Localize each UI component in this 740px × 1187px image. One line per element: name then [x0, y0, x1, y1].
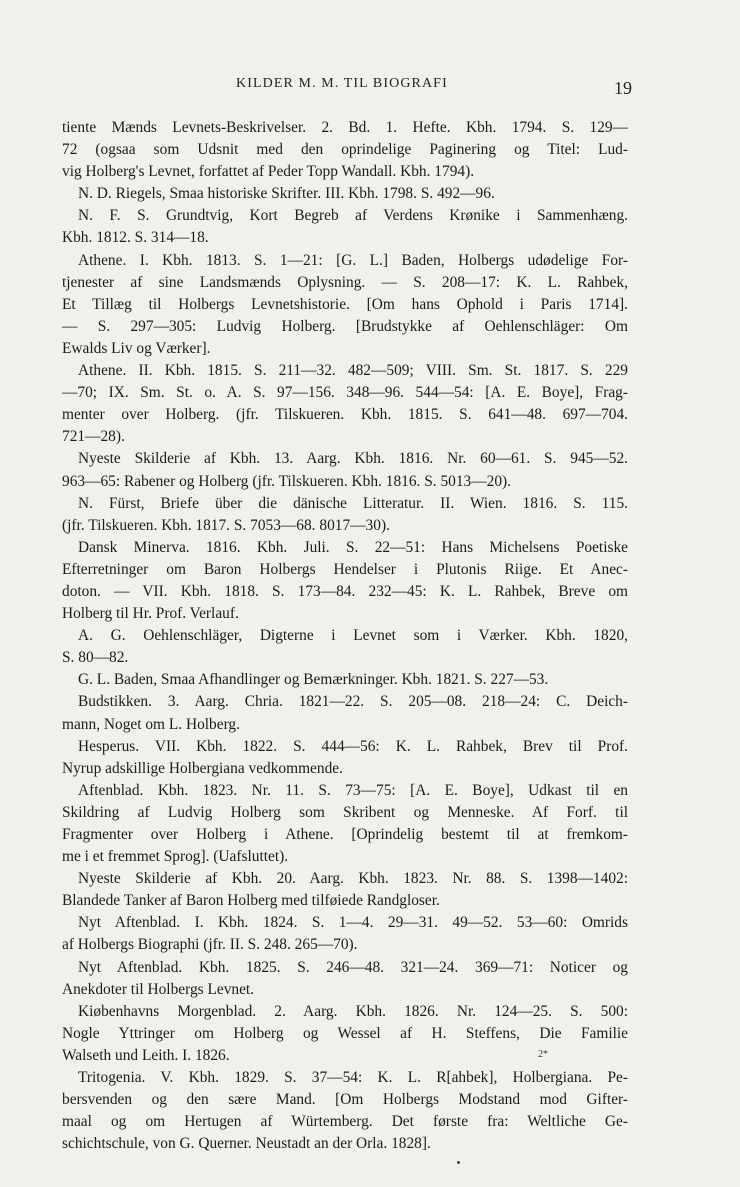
entry-line: af Holbergs Biographi (jfr. II. S. 248. 265—70). — [62, 936, 358, 954]
entry-line: Nyeste Skilderie af Kbh. 13. Aarg. Kbh. 1816. Nr. 60—61. S. 945—52. — [78, 450, 628, 468]
entry-line: bersvenden og den sære Mand. [Om Holbergs Modstand mod Gifter- — [62, 1091, 628, 1109]
entry-line: vig Holberg's Levnet, forfattet af Peder Topp Wandall. Kbh. 1794). — [62, 163, 475, 181]
entry-line: Skildring af Ludvig Holberg som Skribent og Menneske. Af Forf. til — [62, 803, 628, 821]
entry-line: (jfr. Tilskueren. Kbh. 1817. S. 7053—68. 8017—30). — [62, 516, 390, 534]
bibliography-entry — [62, 448, 628, 492]
entry-line: N. Fürst, Briefe über die dänische Litteratur. II. Wien. 1816. S. 115. — [78, 494, 628, 512]
entry-line: Kiøbenhavns Morgenblad. 2. Aarg. Kbh. 1826. Nr. 124—25. S. 500: — [78, 1002, 628, 1020]
bibliography-entry — [62, 669, 628, 691]
signature-mark: 2* — [538, 1049, 548, 1060]
bibliography-entry — [62, 912, 628, 956]
entry-line: Anekdoter til Holbergs Levnet. — [62, 980, 255, 998]
entry-line: mann, Noget om L. Holberg. — [62, 715, 240, 733]
entry-line: S. 80—82. — [62, 649, 129, 667]
bibliography-entry — [62, 736, 628, 780]
entry-line: Nyeste Skilderie af Kbh. 20. Aarg. Kbh. 1823. Nr. 88. S. 1398—1402: — [78, 870, 628, 888]
entry-line: Blandede Tanker af Baron Holberg med tilføiede Randgloser. — [62, 892, 440, 910]
entry-line: 963—65: Rabener og Holberg (jfr. Tilskueren. Kbh. 1816. S. 5013—20). — [62, 472, 512, 490]
bibliography-entry — [62, 183, 628, 205]
entry-line: Aftenblad. Kbh. 1823. Nr. 11. S. 73—75: [A. E. Boye], Udkast til en — [78, 781, 628, 799]
entry-line: 72 (ogsaa som Udsnit med den oprindelige Paginering og Titel: Lud- — [62, 141, 628, 159]
entry-line: — S. 297—305: Ludvig Holberg. [Brudstykke af Oehlenschläger: Om — [62, 317, 628, 335]
entry-line: N. D. Riegels, Smaa historiske Skrifter. III. Kbh. 1798. S. 492—96. — [78, 185, 495, 203]
bibliography-entry — [62, 625, 628, 669]
bibliography-entry — [62, 360, 628, 448]
entry-line: Nyrup adskillige Holbergiana vedkommende. — [62, 759, 343, 777]
entry-line: Dansk Minerva. 1816. Kbh. Juli. S. 22—51: Hans Michelsens Poetiske — [78, 538, 628, 556]
entry-line: Holberg til Hr. Prof. Verlauf. — [62, 605, 239, 623]
entry-line: Tritogenia. V. Kbh. 1829. S. 37—54: K. L. R[ahbek], Holbergiana. Pe- — [78, 1069, 628, 1087]
entry-line: tjenester af sine Landsmænds Oplysning. — S. 208—17: K. L. Rahbek, — [62, 273, 628, 291]
bibliography-entry — [62, 537, 628, 625]
entry-line: schichtschule, von G. Querner. Neustadt an der Orla. 1828]. — [62, 1135, 431, 1153]
entry-line: Kbh. 1812. S. 314—18. — [62, 229, 209, 247]
bibliography-entry — [62, 250, 628, 360]
entry-line: maal og om Hertugen af Würtemberg. Det første fra: Weltliche Ge- — [62, 1113, 628, 1131]
entry-line: G. L. Baden, Smaa Afhandlinger og Bemærkninger. Kbh. 1821. S. 227—53. — [78, 671, 549, 689]
paper-speck — [457, 1161, 460, 1164]
page-header — [0, 74, 740, 100]
bibliography-entry — [62, 1067, 628, 1155]
entry-line: Ewalds Liv og Værker]. — [62, 339, 211, 357]
bibliography-list — [62, 117, 628, 1155]
entry-line: menter over Holberg. (jfr. Tilskueren. Kbh. 1815. S. 641—48. 697—704. — [62, 406, 628, 424]
bibliography-entry — [62, 957, 628, 1001]
entry-line: Walseth und Leith. I. 1826. — [62, 1046, 230, 1064]
bibliography-entry — [62, 117, 628, 183]
entry-line: Fragmenter over Holberg i Athene. [Oprindelig bestemt til at fremkom- — [62, 826, 628, 843]
bibliography-entry — [62, 691, 628, 735]
entry-line: Nyt Aftenblad. I. Kbh. 1824. S. 1—4. 29—31. 49—52. 53—60: Omrids — [78, 914, 628, 932]
entry-line: Athene. I. Kbh. 1813. S. 1—21: [G. L.] Baden, Holbergs udødelige For- — [78, 251, 628, 269]
entry-line: 721—28). — [62, 428, 125, 446]
entry-line: Nogle Yttringer om Holberg og Wessel af H. Steffens, Die Familie — [62, 1024, 628, 1042]
entry-line: doton. — VII. Kbh. 1818. S. 173—84. 232—45: K. L. Rahbek, Breve om — [62, 582, 628, 600]
entry-line: Budstikken. 3. Aarg. Chria. 1821—22. S. 205—08. 218—24: C. Deich- — [78, 693, 628, 711]
entry-line: A. G. Oehlenschläger, Digterne i Levnet som i Værker. Kbh. 1820, — [78, 627, 628, 645]
entry-line: Nyt Aftenblad. Kbh. 1825. S. 246—48. 321—24. 369—71: Noticer og — [78, 958, 628, 976]
bibliography-entry — [62, 205, 628, 249]
entry-line: me i et fremmet Sprog]. (Uafsluttet). — [62, 848, 289, 866]
running-head: KILDER M. M. TIL BIOGRAFI — [236, 76, 448, 91]
entry-line: Hesperus. VII. Kbh. 1822. S. 444—56: K. L. Rahbek, Brev til Prof. — [78, 737, 628, 755]
entry-line: Efterretninger om Baron Holbergs Hendelser i Plutonis Riige. Et Anec- — [62, 560, 628, 578]
entry-line: Athene. II. Kbh. 1815. S. 211—32. 482—509; VIII. Sm. St. 1817. S. 229 — [78, 362, 628, 380]
entry-line: tiente Mænds Levnets-Beskrivelser. 2. Bd. 1. Hefte. Kbh. 1794. S. 129— — [62, 119, 628, 136]
entry-line: N. F. S. Grundtvig, Kort Begreb af Verdens Krønike i Sammenhæng. — [78, 207, 628, 225]
entry-line: —70; IX. Sm. St. o. A. S. 97—156. 348—96. 544—54: [A. E. Boye], Frag- — [62, 384, 628, 402]
bibliography-entry — [62, 780, 628, 868]
entry-line: Et Tillæg til Holbergs Levnetshistorie. [Om hans Ophold i Paris 1714]. — [62, 295, 628, 313]
page-number: 19 — [614, 78, 632, 98]
bibliography-entry — [62, 493, 628, 537]
bibliography-entry — [62, 868, 628, 912]
